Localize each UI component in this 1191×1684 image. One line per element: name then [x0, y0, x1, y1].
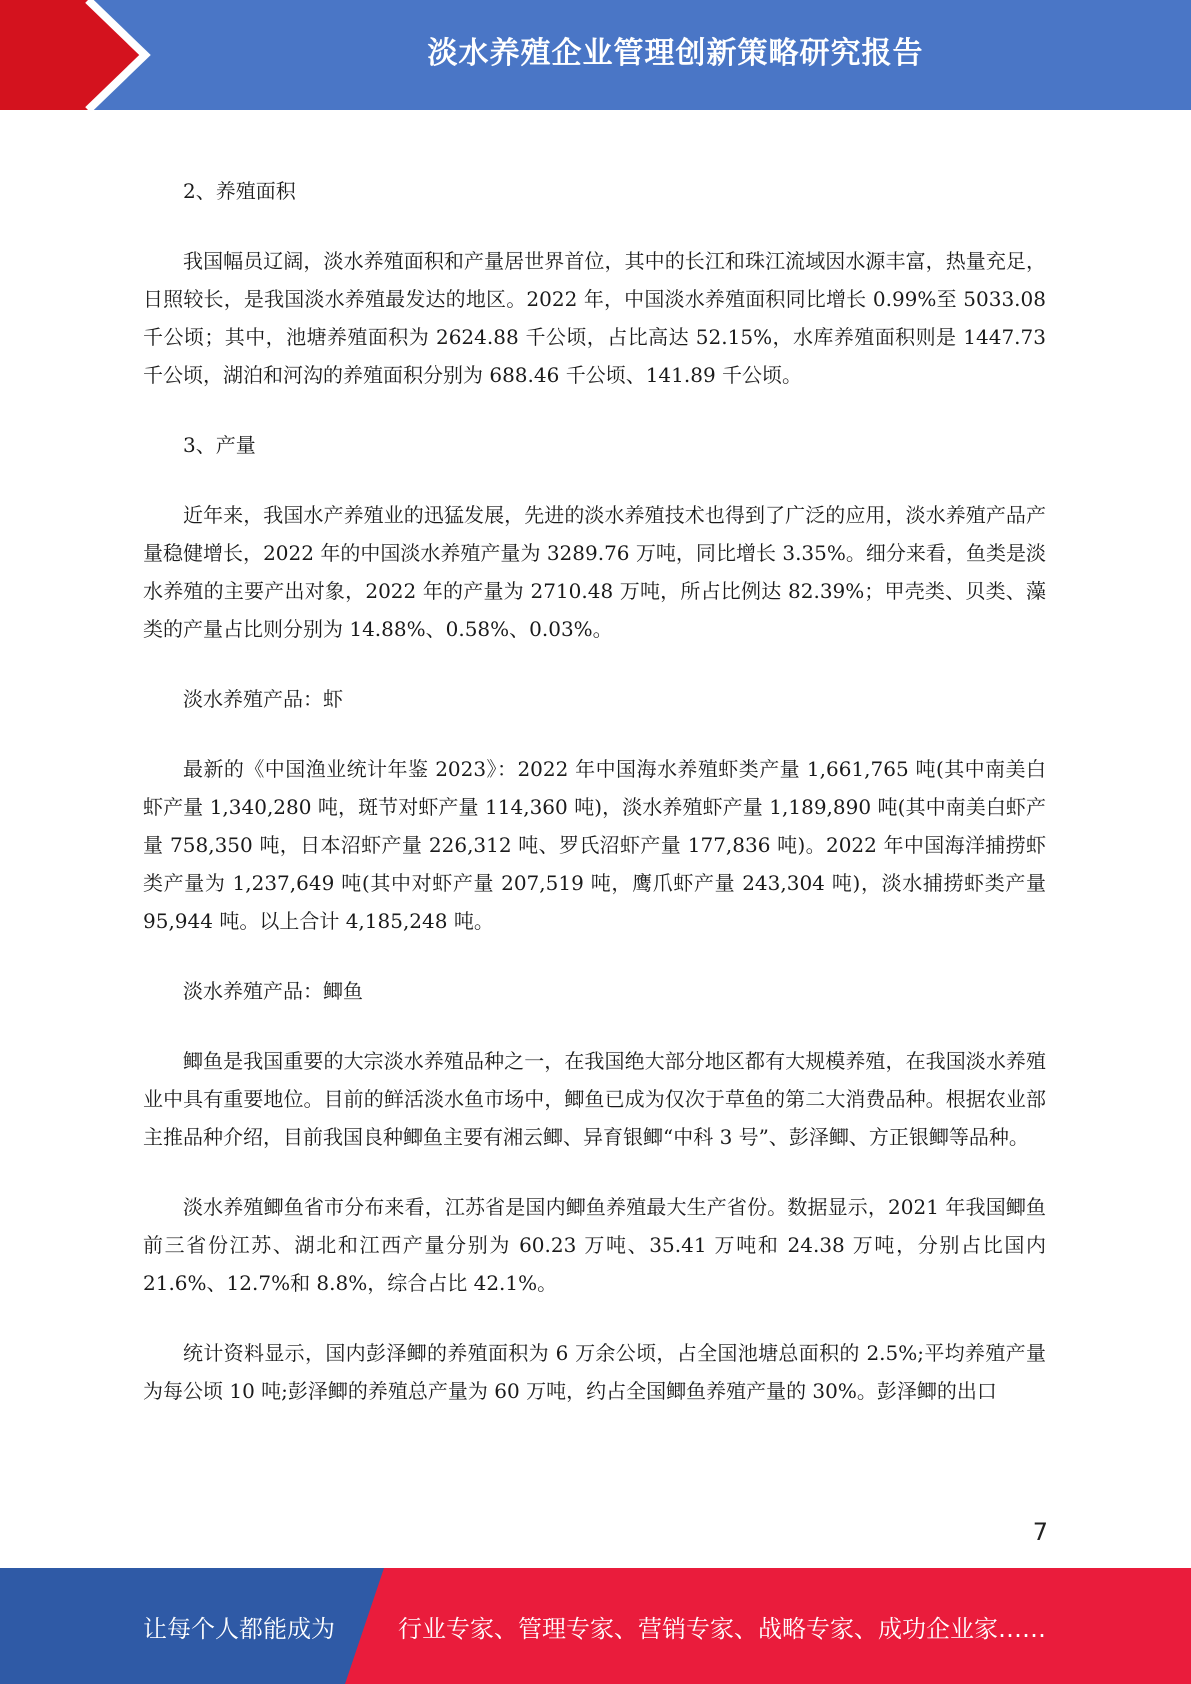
paragraph-crucian-3: 统计资料显示，国内彭泽鲫的养殖面积为 6 万余公顷，占全国池塘总面积的 2.5%;平均养殖产量为每公顷 10 吨;彭泽鲫的养殖总产量为 60 万吨，约占全国鲫鱼养殖产量的 30%。彭泽鲫的出口: [143, 1341, 1046, 1403]
section-heading-shrimp: 淡水养殖产品：虾: [183, 687, 343, 711]
footer-slogan-left: 让每个人都能成为: [143, 1614, 335, 1643]
page-footer: [0, 1568, 1191, 1684]
section-heading-area: 2、养殖面积: [183, 179, 296, 203]
document-body: [143, 172, 1046, 1442]
section-heading-output: 3、产量: [183, 433, 256, 457]
page-number: 7: [1032, 1518, 1048, 1546]
paragraph-crucian-1: 鲫鱼是我国重要的大宗淡水养殖品种之一，在我国绝大部分地区都有大规模养殖，在我国淡水养殖业中具有重要地位。目前的鲜活淡水鱼市场中，鲫鱼已成为仅次于草鱼的第二大消费品种。根据农业部主推品种介绍，目前我国良种鲫鱼主要有湘云鲫、异育银鲫“中科 3 号”、彭泽鲫、方正银鲫等品种。: [143, 1049, 1046, 1149]
page-header: [0, 0, 1191, 110]
paragraph-area: 我国幅员辽阔，淡水养殖面积和产量居世界首位，其中的长江和珠江流域因水源丰富，热量充足，日照较长，是我国淡水养殖最发达的地区。2022 年，中国淡水养殖面积同比增长 0.99%至 5033.08 千公顷；其中，池塘养殖面积为 2624.88 千公顷，占比高达 52.15%，水库养殖面积则是 1447.73 千公顷，湖泊和河沟的养殖面积分别为 688.46 千公顷、141.89 千公顷。: [143, 249, 1046, 387]
paragraph-shrimp: 最新的《中国渔业统计年鉴 2023》：2022 年中国海水养殖虾类产量 1,661,765 吨(其中南美白虾产量 1,340,280 吨，斑节对虾产量 114,360 吨)，淡水养殖虾产量 1,189,890 吨(其中南美白虾产量 758,350 吨，日本沼虾产量 226,312 吨、罗氏沼虾产量 177,836 吨)。2022 年中国海洋捕捞虾类产量为 1,237,649 吨(其中对虾产量 207,519 吨，鹰爪虾产量 243,304 吨)，淡水捕捞虾类产量 95,944 吨。以上合计 4,185,248 吨。: [143, 757, 1046, 933]
paragraph-output: 近年来，我国水产养殖业的迅猛发展，先进的淡水养殖技术也得到了广泛的应用，淡水养殖产品产量稳健增长，2022 年的中国淡水养殖产量为 3289.76 万吨，同比增长 3.35%。细分来看，鱼类是淡水养殖的主要产出对象，2022 年的产量为 2710.48 万吨，所占比例达 82.39%；甲壳类、贝类、藻类的产量占比则分别为 14.88%、0.58%、0.03%。: [143, 503, 1046, 641]
footer-slogan-right: 行业专家、管理专家、营销专家、战略专家、成功企业家……: [398, 1614, 1046, 1643]
section-heading-crucian: 淡水养殖产品：鲫鱼: [183, 979, 363, 1003]
paragraph-crucian-2: 淡水养殖鲫鱼省市分布来看，江苏省是国内鲫鱼养殖最大生产省份。数据显示，2021 年我国鲫鱼前三省份江苏、湖北和江西产量分别为 60.23 万吨、35.41 万吨和 24.38 万吨，分别占比国内 21.6%、12.7%和 8.8%，综合占比 42.1%。: [143, 1195, 1046, 1295]
report-title: 淡水养殖企业管理创新策略研究报告: [427, 36, 924, 71]
